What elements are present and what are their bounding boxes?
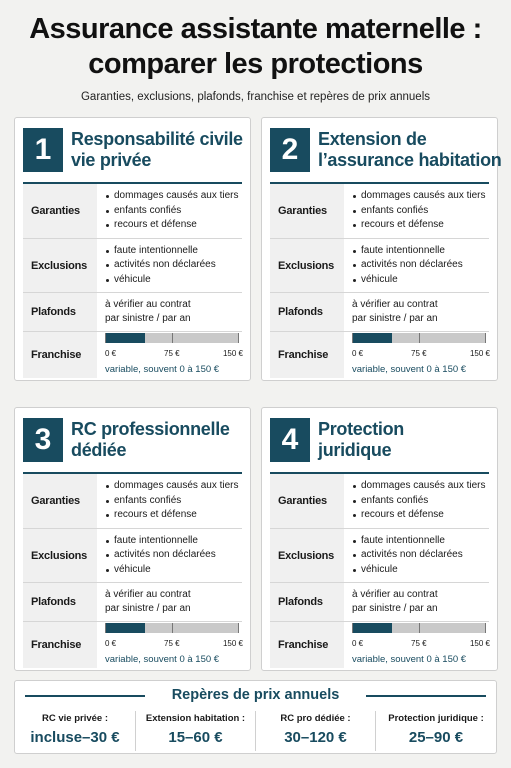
row-label: Plafonds — [23, 583, 97, 621]
franchise-min-label: 0 € — [352, 348, 364, 358]
row-franchise — [270, 622, 489, 668]
price-label: Extension habitation : — [145, 713, 246, 724]
card-title-line1: RC professionnelle — [71, 419, 230, 439]
bullet-list — [105, 534, 242, 578]
price-value: 15–60 € — [168, 729, 223, 746]
plafonds-text-line1: à vérifier au contrat — [105, 298, 191, 310]
plafonds-text-line1: à vérifier au contrat — [352, 298, 438, 310]
franchise-bar-fill — [105, 623, 145, 633]
card-title-line2: juridique — [318, 440, 392, 460]
franchise-mid-label: 75 € — [164, 348, 180, 358]
bullet-item: enfants confiés — [105, 494, 242, 509]
card-title-line1: Extension de — [318, 129, 427, 149]
row-plafonds — [23, 583, 242, 622]
franchise-tick — [485, 333, 486, 343]
bullet-item: véhicule — [352, 563, 489, 578]
franchise-tick — [105, 333, 106, 343]
franchise-bar — [105, 623, 239, 633]
row-label: Plafonds — [270, 583, 344, 621]
franchise-bar — [105, 333, 239, 343]
bullet-item: recours et défense — [105, 508, 242, 523]
row-garanties — [270, 184, 489, 239]
franchise-tick — [485, 623, 486, 633]
franchise-note: variable, souvent 0 à 150 € — [352, 363, 467, 375]
card-title — [318, 419, 490, 461]
row-content — [352, 583, 489, 621]
bullet-item: dommages causés aux tiers — [105, 189, 242, 204]
row-garanties — [270, 474, 489, 529]
price-item-extension-habitation — [135, 711, 255, 751]
bullet-item: véhicule — [352, 273, 489, 288]
row-content — [105, 474, 242, 528]
franchise-scale — [105, 637, 243, 649]
plafonds-text-line1: à vérifier au contrat — [352, 588, 438, 600]
bullet-item: enfants confiés — [105, 204, 242, 219]
row-exclusions — [23, 529, 242, 583]
franchise-min-label: 0 € — [105, 348, 117, 358]
row-plafonds — [270, 583, 489, 622]
row-label: Plafonds — [23, 293, 97, 331]
row-exclusions — [23, 239, 242, 293]
row-exclusions — [270, 529, 489, 583]
row-label: Garanties — [270, 184, 344, 238]
row-label: Garanties — [23, 184, 97, 238]
card-header — [270, 128, 502, 184]
bullet-list — [105, 189, 242, 233]
protection-card-2 — [261, 117, 502, 381]
bullet-list — [352, 244, 489, 288]
page-title-line1: Assurance assistante maternelle : — [29, 13, 482, 45]
franchise-max-label: 150 € — [469, 638, 490, 648]
plafonds-text-line2: par sinistre / par an — [105, 603, 191, 614]
price-item-protection-juridique — [375, 711, 496, 751]
bullet-item: dommages causés aux tiers — [352, 479, 489, 494]
franchise-scale — [352, 347, 490, 359]
plafonds-text-line1: à vérifier au contrat — [105, 588, 191, 600]
bullet-item: activités non déclarées — [105, 548, 242, 563]
franchise-bar-fill — [352, 623, 392, 633]
price-label: RC vie privée : — [42, 713, 108, 724]
page-title — [0, 12, 511, 82]
franchise-max-label: 150 € — [222, 348, 243, 358]
row-exclusions — [270, 239, 489, 293]
plafonds-text-line2: par sinistre / par an — [352, 603, 438, 614]
franchise-bar-fill — [352, 333, 392, 343]
bullet-item: dommages causés aux tiers — [105, 479, 242, 494]
card-number: 4 — [270, 418, 310, 462]
bullet-item: recours et défense — [105, 218, 242, 233]
price-panel-title: Repères de prix annuels — [171, 687, 340, 703]
bullet-list — [105, 479, 242, 523]
franchise-tick — [238, 333, 239, 343]
row-content — [352, 622, 489, 668]
franchise-min-label: 0 € — [352, 638, 364, 648]
franchise-note: variable, souvent 0 à 150 € — [105, 653, 220, 665]
card-number: 3 — [23, 418, 63, 462]
row-label: Franchise — [270, 332, 344, 378]
franchise-max-label: 150 € — [222, 638, 243, 648]
row-franchise — [23, 332, 242, 378]
card-title — [71, 129, 243, 171]
row-content — [352, 474, 489, 528]
bullet-item: activités non déclarées — [352, 548, 489, 563]
row-content — [105, 184, 242, 238]
card-header — [23, 128, 242, 184]
franchise-note: variable, souvent 0 à 150 € — [105, 363, 220, 375]
bullet-item: enfants confiés — [352, 494, 489, 509]
card-header — [270, 418, 489, 474]
franchise-bar — [352, 333, 486, 343]
row-content — [105, 293, 242, 331]
franchise-tick — [352, 333, 353, 343]
franchise-mid-label: 75 € — [411, 348, 427, 358]
row-content — [352, 239, 489, 292]
bullet-item: recours et défense — [352, 508, 489, 523]
page-title-line2: comparer les protections — [88, 48, 423, 80]
price-value: 25–90 € — [408, 729, 464, 746]
bullet-item: faute intentionnelle — [352, 534, 489, 549]
bullet-item: activités non déclarées — [105, 258, 242, 273]
franchise-tick — [238, 623, 239, 633]
protection-card-1 — [14, 117, 251, 381]
page-subtitle: Garanties, exclusions, plafonds, franchise et repères de prix annuels — [80, 91, 431, 103]
bullet-list — [352, 534, 489, 578]
price-title-rule-right — [366, 695, 486, 697]
price-value: incluse–30 € — [30, 729, 120, 746]
row-content — [105, 583, 242, 621]
card-title — [318, 129, 502, 171]
bullet-item: dommages causés aux tiers — [352, 189, 489, 204]
row-content — [105, 529, 242, 582]
bullet-list — [105, 244, 242, 288]
plafonds-text-line2: par sinistre / par an — [105, 313, 191, 324]
bullet-item: véhicule — [105, 563, 242, 578]
row-garanties — [23, 184, 242, 239]
price-label: RC pro dédiée : — [280, 713, 351, 724]
franchise-tick — [172, 623, 173, 633]
bullet-item: véhicule — [105, 273, 242, 288]
franchise-mid-label: 75 € — [164, 638, 180, 648]
franchise-tick — [419, 333, 420, 343]
row-label: Franchise — [270, 622, 344, 668]
row-label: Franchise — [23, 622, 97, 668]
row-label: Garanties — [23, 474, 97, 528]
franchise-bar-fill — [105, 333, 145, 343]
protection-card-3 — [14, 407, 251, 671]
row-label: Exclusions — [23, 239, 97, 292]
bullet-item: recours et défense — [352, 218, 489, 233]
franchise-mid-label: 75 € — [411, 638, 427, 648]
franchise-scale — [105, 347, 243, 359]
row-label: Plafonds — [270, 293, 344, 331]
price-panel — [14, 680, 497, 754]
row-franchise — [23, 622, 242, 668]
price-item-rc-pro — [255, 711, 375, 751]
card-title-line1: Responsabilité civile — [71, 129, 243, 149]
bullet-item: activités non déclarées — [352, 258, 489, 273]
franchise-tick — [419, 623, 420, 633]
franchise-tick — [352, 623, 353, 633]
card-title — [71, 419, 243, 461]
bullet-item: enfants confiés — [352, 204, 489, 219]
franchise-min-label: 0 € — [105, 638, 117, 648]
row-franchise — [270, 332, 489, 378]
row-plafonds — [270, 293, 489, 332]
plafonds-text-line2: par sinistre / par an — [352, 313, 438, 324]
row-content — [105, 622, 242, 668]
card-title-line2: vie privée — [71, 150, 152, 170]
price-item-rc-vie-privee — [15, 711, 135, 751]
franchise-tick — [105, 623, 106, 633]
row-label: Exclusions — [270, 529, 344, 582]
price-value: 30–120 € — [284, 729, 347, 746]
price-label: Protection juridique : — [388, 713, 484, 724]
row-label: Franchise — [23, 332, 97, 378]
franchise-scale — [352, 637, 490, 649]
franchise-max-label: 150 € — [469, 348, 490, 358]
row-content — [105, 332, 242, 378]
bullet-item: faute intentionnelle — [352, 244, 489, 259]
row-content — [352, 332, 489, 378]
row-content — [352, 293, 489, 331]
row-garanties — [23, 474, 242, 529]
card-title-line2: l’assurance habitation — [318, 150, 502, 170]
bullet-item: faute intentionnelle — [105, 534, 242, 549]
card-title-line2: dédiée — [71, 440, 127, 460]
franchise-tick — [172, 333, 173, 343]
protection-card-4 — [261, 407, 498, 671]
bullet-item: faute intentionnelle — [105, 244, 242, 259]
row-content — [105, 239, 242, 292]
row-label: Exclusions — [270, 239, 344, 292]
row-label: Garanties — [270, 474, 344, 528]
card-header — [23, 418, 242, 474]
card-number: 2 — [270, 128, 310, 172]
card-title-line1: Protection — [318, 419, 405, 439]
card-number: 1 — [23, 128, 63, 172]
row-content — [352, 184, 489, 238]
franchise-note: variable, souvent 0 à 150 € — [352, 653, 467, 665]
franchise-bar — [352, 623, 486, 633]
bullet-list — [352, 479, 489, 523]
bullet-list — [352, 189, 489, 233]
row-content — [352, 529, 489, 582]
row-label: Exclusions — [23, 529, 97, 582]
row-plafonds — [23, 293, 242, 332]
